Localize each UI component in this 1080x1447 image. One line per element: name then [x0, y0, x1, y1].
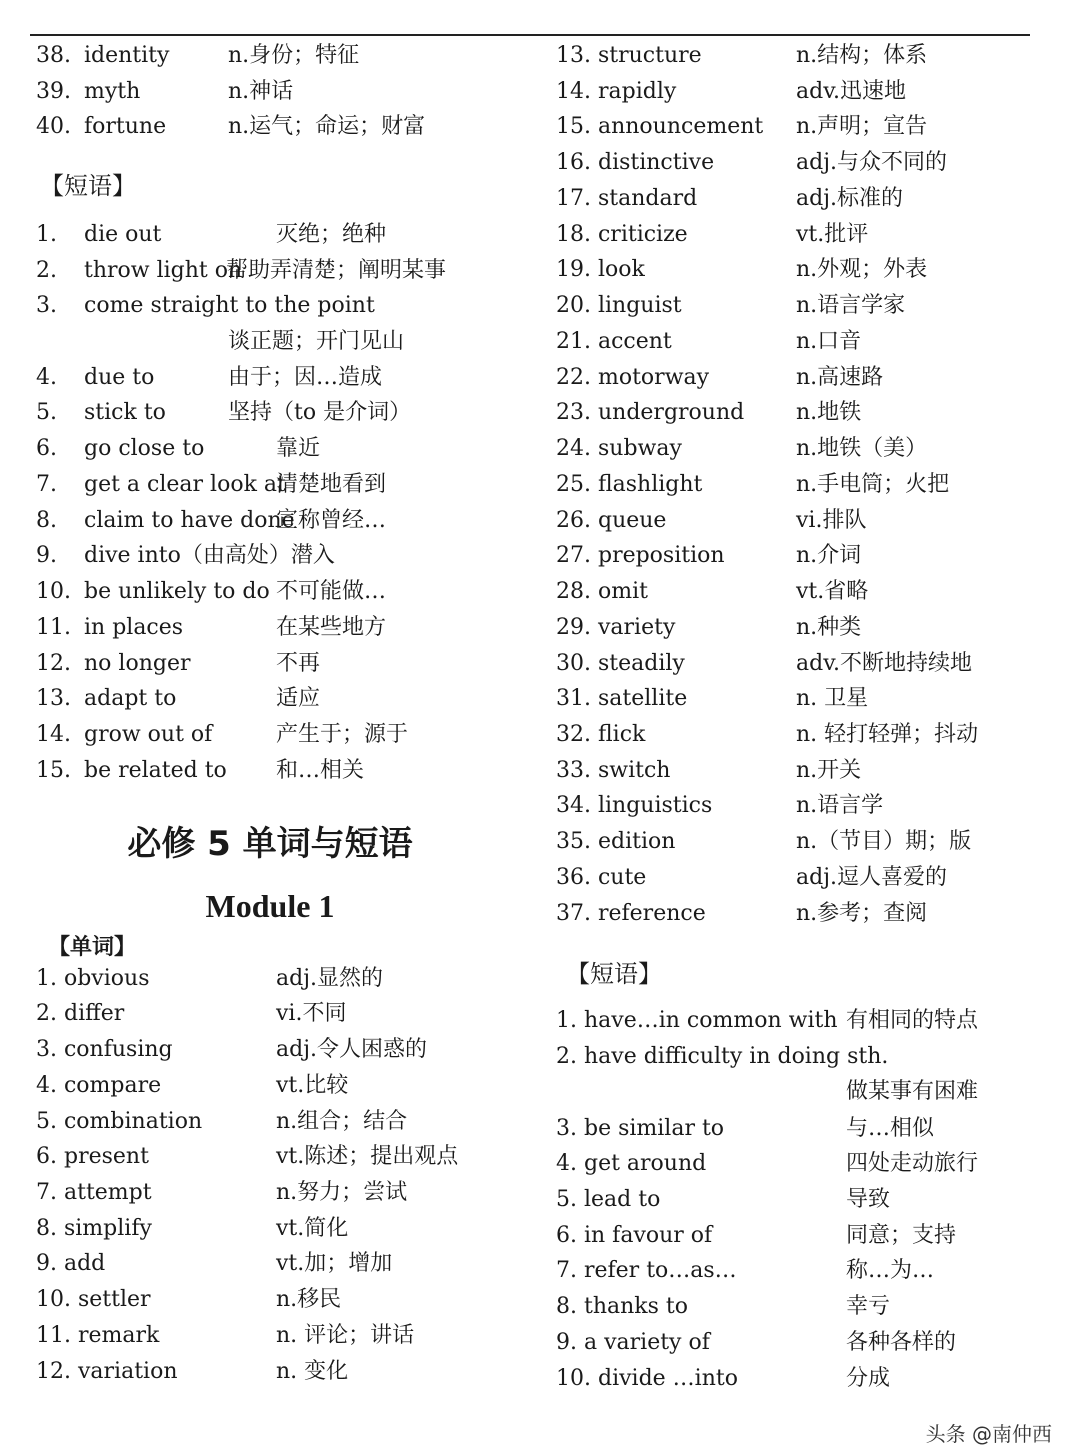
right-phrases-heading: 【短语】 — [566, 960, 662, 988]
section-title: 必修 5 单词与短语 — [127, 824, 413, 864]
watermark: 头条 @南仲西 — [925, 1422, 1052, 1446]
left-phrases-heading: 【短语】 — [40, 172, 136, 200]
top-rule — [30, 34, 1030, 36]
left-words-heading: 【单词】 — [48, 934, 137, 960]
module-title: Module 1 — [205, 888, 335, 924]
